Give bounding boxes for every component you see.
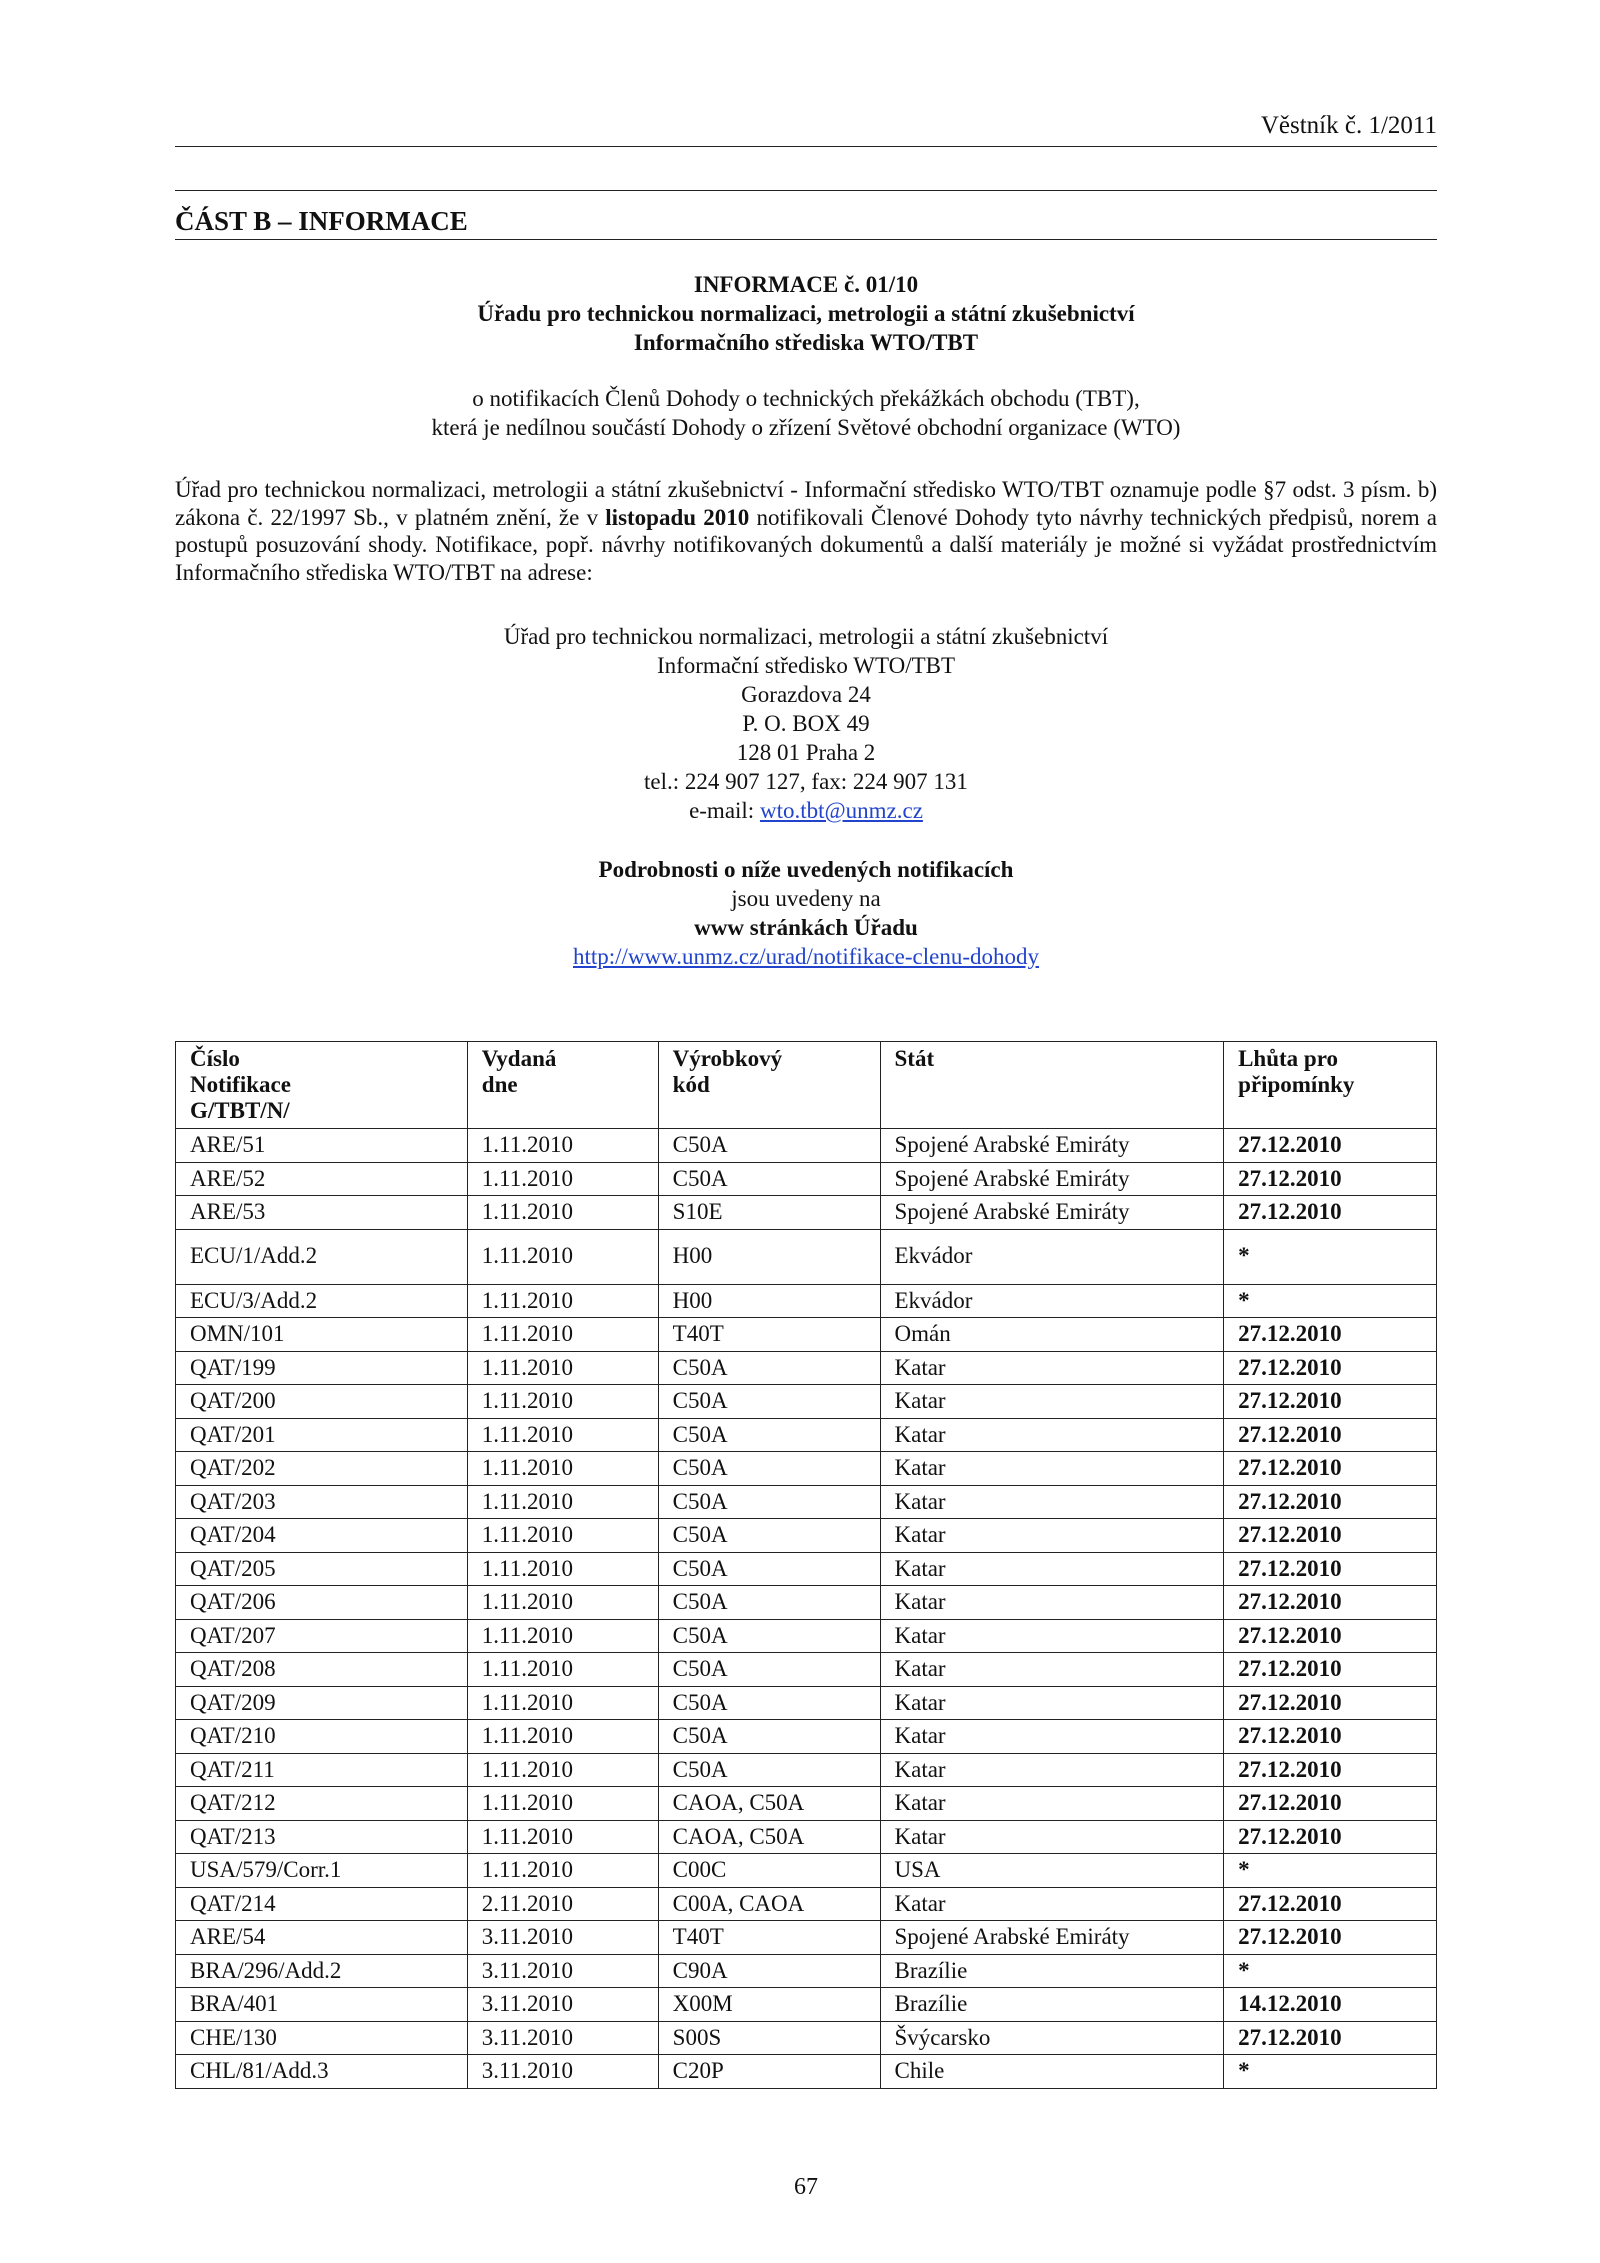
- table-row: [176, 1552, 1437, 1586]
- cell-issued-date: 1.11.2010: [467, 1820, 658, 1854]
- cell-country: Spojené Arabské Emiráty: [880, 1129, 1224, 1163]
- cell-comment-deadline: *: [1224, 1229, 1437, 1284]
- cell-country: Spojené Arabské Emiráty: [880, 1162, 1224, 1196]
- cell-notification-number: QAT/209: [176, 1686, 468, 1720]
- cell-issued-date: 1.11.2010: [467, 1284, 658, 1318]
- table-row: [176, 1954, 1437, 1988]
- cell-issued-date: 3.11.2010: [467, 1954, 658, 1988]
- cell-product-code: T40T: [658, 1921, 880, 1955]
- cell-notification-number: ARE/51: [176, 1129, 468, 1163]
- cell-country: Katar: [880, 1653, 1224, 1687]
- part-title: ČÁST B – INFORMACE: [175, 206, 468, 236]
- cell-issued-date: 3.11.2010: [467, 2021, 658, 2055]
- cell-issued-date: 1.11.2010: [467, 1162, 658, 1196]
- cell-product-code: H00: [658, 1229, 880, 1284]
- cell-comment-deadline: 27.12.2010: [1224, 1385, 1437, 1419]
- cell-notification-number: QAT/213: [176, 1820, 468, 1854]
- paragraph-bold-period: listopadu 2010: [605, 504, 750, 530]
- cell-product-code: C50A: [658, 1485, 880, 1519]
- cell-product-code: C50A: [658, 1452, 880, 1486]
- table-row: [176, 1129, 1437, 1163]
- cell-country: Brazílie: [880, 1954, 1224, 1988]
- table-row: [176, 1418, 1437, 1452]
- cell-notification-number: ARE/54: [176, 1921, 468, 1955]
- cell-comment-deadline: 27.12.2010: [1224, 1196, 1437, 1230]
- info-heading-line: Informačního střediska WTO/TBT: [633, 330, 979, 355]
- cell-product-code: C50A: [658, 1129, 880, 1163]
- cell-country: Katar: [880, 1385, 1224, 1419]
- cell-country: Spojené Arabské Emiráty: [880, 1921, 1224, 1955]
- cell-issued-date: 1.11.2010: [467, 1653, 658, 1687]
- cell-comment-deadline: 27.12.2010: [1224, 1586, 1437, 1620]
- cell-comment-deadline: 27.12.2010: [1224, 1162, 1437, 1196]
- cell-notification-number: QAT/207: [176, 1619, 468, 1653]
- cell-country: Spojené Arabské Emiráty: [880, 1196, 1224, 1230]
- cell-product-code: S10E: [658, 1196, 880, 1230]
- table-row: [176, 1351, 1437, 1385]
- cell-country: Katar: [880, 1753, 1224, 1787]
- cell-country: Katar: [880, 1485, 1224, 1519]
- cell-notification-number: ARE/53: [176, 1196, 468, 1230]
- cell-country: Katar: [880, 1619, 1224, 1653]
- cell-notification-number: CHL/81/Add.3: [176, 2055, 468, 2089]
- cell-comment-deadline: 27.12.2010: [1224, 1921, 1437, 1955]
- cell-product-code: C50A: [658, 1351, 880, 1385]
- cell-issued-date: 2.11.2010: [467, 1887, 658, 1921]
- table-row: [176, 1653, 1437, 1687]
- cell-product-code: C50A: [658, 1162, 880, 1196]
- details-line: jsou uvedeny na: [731, 886, 881, 911]
- cell-notification-number: QAT/202: [176, 1452, 468, 1486]
- cell-notification-number: QAT/214: [176, 1887, 468, 1921]
- cell-issued-date: 1.11.2010: [467, 1452, 658, 1486]
- cell-issued-date: 3.11.2010: [467, 1921, 658, 1955]
- cell-comment-deadline: 27.12.2010: [1224, 1452, 1437, 1486]
- cell-product-code: C00C: [658, 1854, 880, 1888]
- cell-notification-number: QAT/201: [176, 1418, 468, 1452]
- cell-comment-deadline: 27.12.2010: [1224, 1720, 1437, 1754]
- cell-country: Katar: [880, 1351, 1224, 1385]
- subtitle-line: o notifikacích Členů Dohody o technických překážkách obchodu (TBT),: [472, 386, 1140, 411]
- cell-product-code: C50A: [658, 1385, 880, 1419]
- address-line: P. O. BOX 49: [742, 711, 870, 736]
- cell-comment-deadline: *: [1224, 1954, 1437, 1988]
- cell-country: Katar: [880, 1586, 1224, 1620]
- cell-product-code: C50A: [658, 1519, 880, 1553]
- details-url-link[interactable]: http://www.unmz.cz/urad/notifikace-clenu-dohody: [572, 944, 1040, 969]
- cell-country: Švýcarsko: [880, 2021, 1224, 2055]
- cell-country: Katar: [880, 1720, 1224, 1754]
- table-row: [176, 1854, 1437, 1888]
- table-row: [176, 1196, 1437, 1230]
- cell-country: Katar: [880, 1820, 1224, 1854]
- cell-notification-number: CHE/130: [176, 2021, 468, 2055]
- cell-issued-date: 1.11.2010: [467, 1385, 658, 1419]
- cell-comment-deadline: *: [1224, 2055, 1437, 2089]
- subtitle: [175, 384, 1437, 442]
- details-block: [175, 855, 1437, 971]
- table-row: [176, 1519, 1437, 1553]
- cell-comment-deadline: 27.12.2010: [1224, 2021, 1437, 2055]
- header-notification-number: Číslo Notifikace G/TBT/N/: [176, 1042, 468, 1129]
- cell-issued-date: 1.11.2010: [467, 1552, 658, 1586]
- table-row: [176, 1452, 1437, 1486]
- cell-country: Katar: [880, 1519, 1224, 1553]
- cell-issued-date: 1.11.2010: [467, 1586, 658, 1620]
- cell-product-code: C50A: [658, 1552, 880, 1586]
- table-row: [176, 1753, 1437, 1787]
- cell-product-code: C50A: [658, 1753, 880, 1787]
- paragraph-text: notifikovali Členové Dohody tyto návrhy technických předpisů, norem a postupů posuzování shody. Notifikace, popř. návrhy notifikovaných dokumentů a další materiály je možné si vyžádat prostřednictvím Informačního střediska WTO/TBT na adrese:: [175, 504, 1438, 585]
- address-line: Informační středisko WTO/TBT: [656, 653, 956, 678]
- cell-notification-number: ARE/52: [176, 1162, 468, 1196]
- cell-notification-number: ECU/1/Add.2: [176, 1229, 468, 1284]
- table-row: [176, 1988, 1437, 2022]
- cell-comment-deadline: 27.12.2010: [1224, 1418, 1437, 1452]
- cell-issued-date: 1.11.2010: [467, 1318, 658, 1352]
- cell-notification-number: QAT/199: [176, 1351, 468, 1385]
- cell-notification-number: QAT/205: [176, 1552, 468, 1586]
- table-row: [176, 1686, 1437, 1720]
- email-line: [175, 796, 1437, 825]
- cell-issued-date: 1.11.2010: [467, 1619, 658, 1653]
- info-heading-line: Úřadu pro technickou normalizaci, metrologii a státní zkušebnictví: [477, 301, 1135, 326]
- cell-comment-deadline: *: [1224, 1284, 1437, 1318]
- cell-comment-deadline: 27.12.2010: [1224, 1129, 1437, 1163]
- header-product-code: Výrobkový kód: [658, 1042, 880, 1129]
- cell-issued-date: 1.11.2010: [467, 1686, 658, 1720]
- cell-comment-deadline: 27.12.2010: [1224, 1318, 1437, 1352]
- section-rule-top: [175, 190, 1437, 191]
- cell-country: USA: [880, 1854, 1224, 1888]
- cell-product-code: H00: [658, 1284, 880, 1318]
- cell-product-code: C50A: [658, 1686, 880, 1720]
- cell-product-code: C00A, CAOA: [658, 1887, 880, 1921]
- cell-notification-number: QAT/200: [176, 1385, 468, 1419]
- table-row: [176, 2021, 1437, 2055]
- notifications-table: [175, 1041, 1437, 2089]
- cell-issued-date: 1.11.2010: [467, 1485, 658, 1519]
- cell-country: Omán: [880, 1318, 1224, 1352]
- cell-comment-deadline: 27.12.2010: [1224, 1552, 1437, 1586]
- address-block: [175, 622, 1437, 825]
- cell-issued-date: 1.11.2010: [467, 1720, 658, 1754]
- subtitle-line: která je nedílnou součástí Dohody o zřízení Světové obchodní organizace (WTO): [431, 415, 1181, 440]
- table-row: [176, 1284, 1437, 1318]
- cell-notification-number: ECU/3/Add.2: [176, 1284, 468, 1318]
- table-row: [176, 1485, 1437, 1519]
- cell-country: Katar: [880, 1887, 1224, 1921]
- cell-notification-number: BRA/296/Add.2: [176, 1954, 468, 1988]
- details-line: Podrobnosti o níže uvedených notifikacích: [598, 857, 1014, 882]
- cell-product-code: C20P: [658, 2055, 880, 2089]
- table-header-row: [176, 1042, 1437, 1129]
- table-row: [176, 1887, 1437, 1921]
- cell-notification-number: QAT/208: [176, 1653, 468, 1687]
- cell-comment-deadline: 14.12.2010: [1224, 1988, 1437, 2022]
- cell-issued-date: 1.11.2010: [467, 1753, 658, 1787]
- cell-comment-deadline: 27.12.2010: [1224, 1686, 1437, 1720]
- cell-comment-deadline: *: [1224, 1854, 1437, 1888]
- cell-country: Brazílie: [880, 1988, 1224, 2022]
- cell-country: Katar: [880, 1686, 1224, 1720]
- intro-paragraph: [175, 476, 1437, 586]
- cell-notification-number: QAT/211: [176, 1753, 468, 1787]
- address-line: Úřad pro technickou normalizaci, metrologii a státní zkušebnictví: [503, 624, 1109, 649]
- address-line: 128 01 Praha 2: [736, 740, 876, 765]
- cell-product-code: T40T: [658, 1318, 880, 1352]
- cell-issued-date: 1.11.2010: [467, 1787, 658, 1821]
- cell-issued-date: 1.11.2010: [467, 1196, 658, 1230]
- cell-country: Katar: [880, 1418, 1224, 1452]
- cell-issued-date: 3.11.2010: [467, 2055, 658, 2089]
- cell-comment-deadline: 27.12.2010: [1224, 1351, 1437, 1385]
- cell-notification-number: QAT/204: [176, 1519, 468, 1553]
- table-row: [176, 1921, 1437, 1955]
- cell-country: Ekvádor: [880, 1284, 1224, 1318]
- table-row: [176, 1820, 1437, 1854]
- cell-country: Katar: [880, 1552, 1224, 1586]
- cell-comment-deadline: 27.12.2010: [1224, 1653, 1437, 1687]
- table-body: [176, 1129, 1437, 2089]
- cell-notification-number: BRA/401: [176, 1988, 468, 2022]
- info-heading-line: INFORMACE č. 01/10: [693, 272, 919, 297]
- cell-comment-deadline: 27.12.2010: [1224, 1787, 1437, 1821]
- section-rule-bottom: [175, 239, 1437, 240]
- cell-comment-deadline: 27.12.2010: [1224, 1820, 1437, 1854]
- cell-comment-deadline: 27.12.2010: [1224, 1619, 1437, 1653]
- cell-country: Katar: [880, 1452, 1224, 1486]
- cell-notification-number: OMN/101: [176, 1318, 468, 1352]
- cell-comment-deadline: 27.12.2010: [1224, 1887, 1437, 1921]
- info-heading: [175, 270, 1437, 357]
- cell-issued-date: 3.11.2010: [467, 1988, 658, 2022]
- cell-product-code: X00M: [658, 1988, 880, 2022]
- table-row: [176, 1318, 1437, 1352]
- cell-comment-deadline: 27.12.2010: [1224, 1485, 1437, 1519]
- cell-product-code: C50A: [658, 1586, 880, 1620]
- email-link[interactable]: wto.tbt@unmz.cz: [759, 798, 923, 823]
- running-header: Věstník č. 1/2011: [1260, 112, 1437, 139]
- header-comment-deadline: Lhůta pro připomínky: [1224, 1042, 1437, 1129]
- cell-issued-date: 1.11.2010: [467, 1351, 658, 1385]
- cell-product-code: CAOA, C50A: [658, 1820, 880, 1854]
- cell-product-code: C50A: [658, 1418, 880, 1452]
- cell-product-code: C50A: [658, 1653, 880, 1687]
- cell-issued-date: 1.11.2010: [467, 1129, 658, 1163]
- cell-comment-deadline: 27.12.2010: [1224, 1753, 1437, 1787]
- cell-notification-number: QAT/203: [176, 1485, 468, 1519]
- cell-issued-date: 1.11.2010: [467, 1854, 658, 1888]
- paragraph-text: Úřad pro technickou normalizaci, metrologii a státní zkušebnictví - Informační středisko WTO/TBT oznamuje podle §7 odst. 3 písm. b) zákona č. 22/1997 Sb., v platném znění, že v: [175, 477, 1437, 530]
- cell-notification-number: QAT/206: [176, 1586, 468, 1620]
- header-country: Stát: [880, 1042, 1224, 1129]
- cell-product-code: C50A: [658, 1619, 880, 1653]
- cell-notification-number: QAT/212: [176, 1787, 468, 1821]
- cell-notification-number: QAT/210: [176, 1720, 468, 1754]
- address-line: tel.: 224 907 127, fax: 224 907 131: [644, 769, 968, 794]
- details-line: www stránkách Úřadu: [694, 915, 918, 940]
- email-label: e-mail:: [689, 798, 760, 823]
- page-number: 67: [794, 2174, 818, 2200]
- cell-country: Ekvádor: [880, 1229, 1224, 1284]
- table-row: [176, 1385, 1437, 1419]
- table-row: [176, 1720, 1437, 1754]
- cell-country: Katar: [880, 1787, 1224, 1821]
- address-line: Gorazdova 24: [741, 682, 871, 707]
- cell-issued-date: 1.11.2010: [467, 1229, 658, 1284]
- header-issued-date: Vydaná dne: [467, 1042, 658, 1129]
- cell-product-code: S00S: [658, 2021, 880, 2055]
- cell-country: Chile: [880, 2055, 1224, 2089]
- cell-issued-date: 1.11.2010: [467, 1519, 658, 1553]
- table-row: [176, 1619, 1437, 1653]
- table-row: [176, 1229, 1437, 1284]
- cell-product-code: C90A: [658, 1954, 880, 1988]
- table-row: [176, 1787, 1437, 1821]
- cell-notification-number: USA/579/Corr.1: [176, 1854, 468, 1888]
- table-row: [176, 2055, 1437, 2089]
- table-row: [176, 1162, 1437, 1196]
- header-rule: [175, 146, 1437, 147]
- table-row: [176, 1586, 1437, 1620]
- cell-comment-deadline: 27.12.2010: [1224, 1519, 1437, 1553]
- cell-issued-date: 1.11.2010: [467, 1418, 658, 1452]
- cell-product-code: C50A: [658, 1720, 880, 1754]
- cell-product-code: CAOA, C50A: [658, 1787, 880, 1821]
